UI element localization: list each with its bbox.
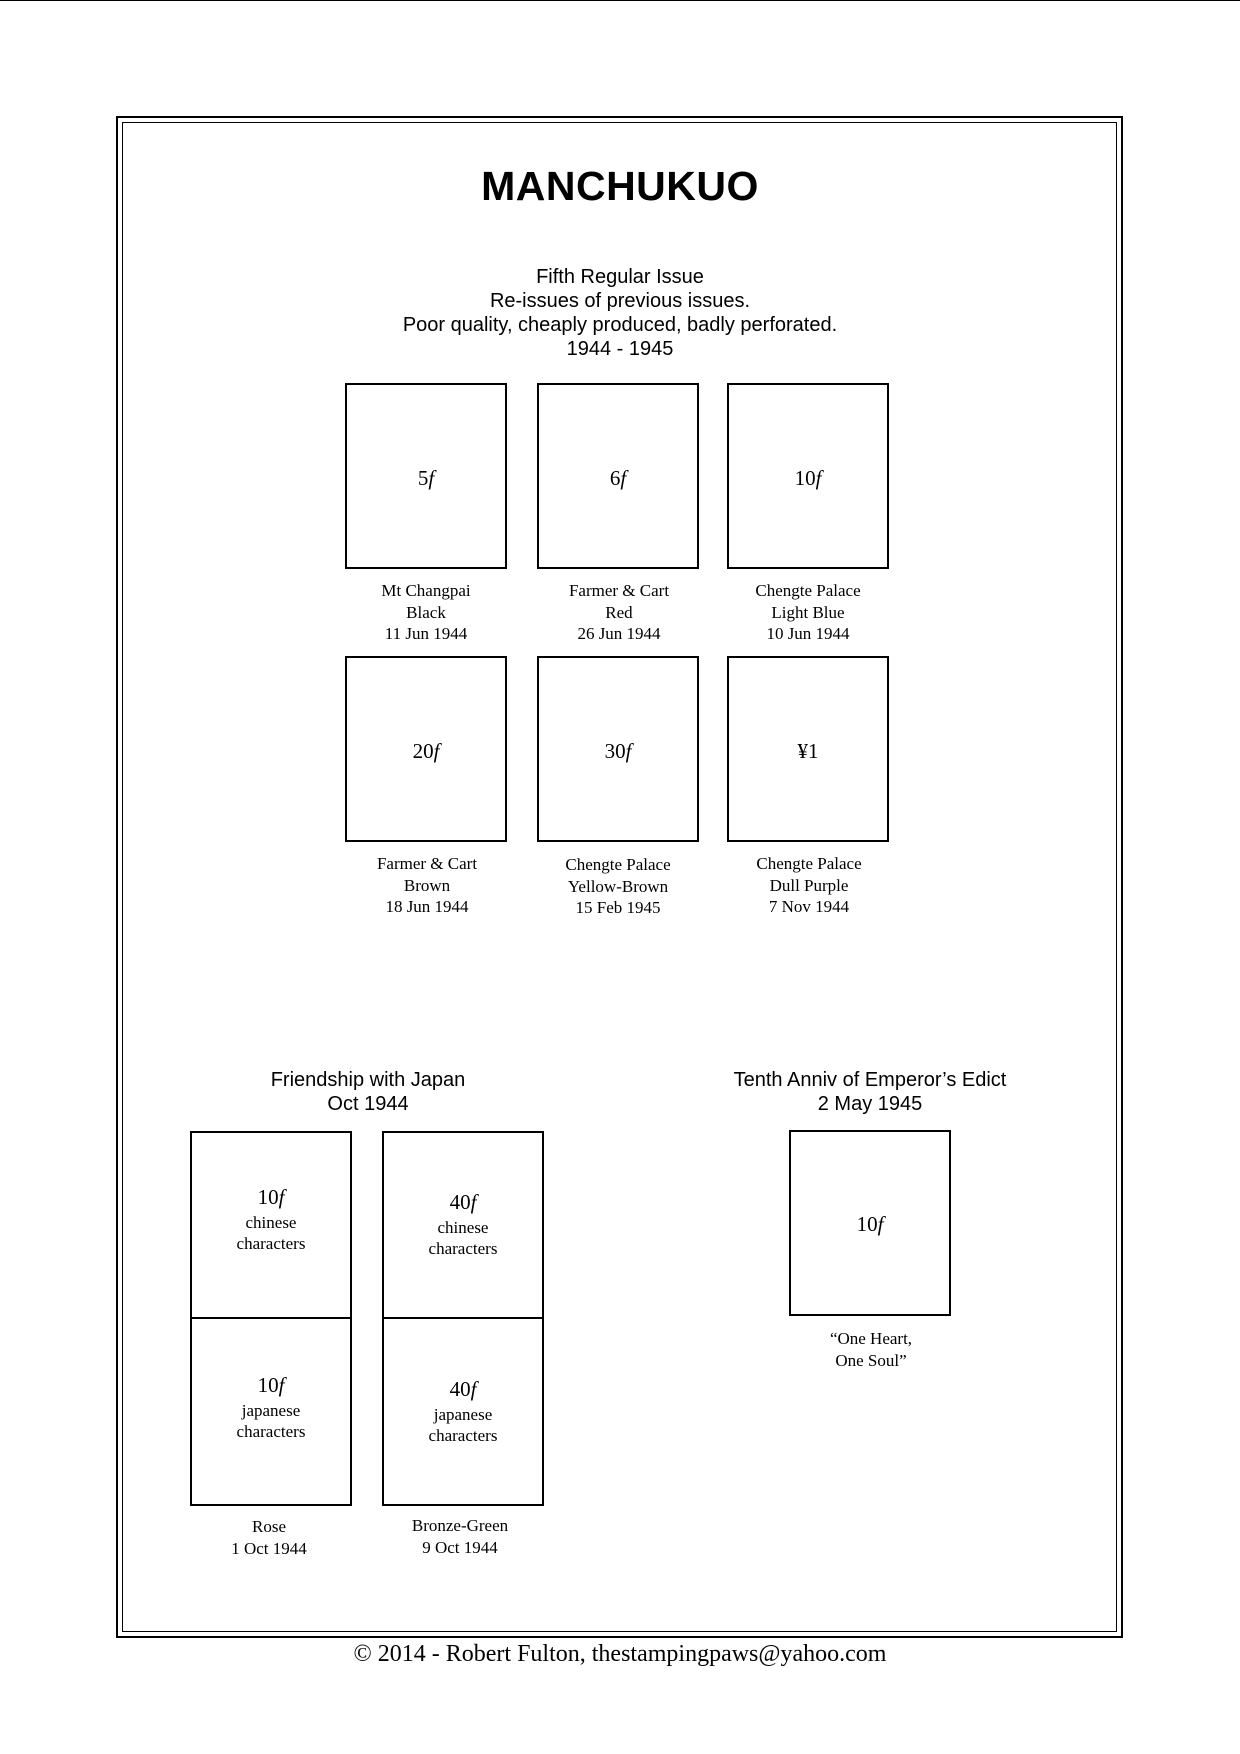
heading-line: Tenth Anniv of Emperor’s Edict: [733, 1069, 1007, 1091]
stamp-denomination: 40f: [449, 1190, 477, 1214]
stamp-denomination: 10f: [856, 1212, 884, 1236]
stamp-caption: Chengte Palace Dull Purple 7 Nov 1944: [756, 854, 862, 916]
heading-line: 2 May 1945: [817, 1093, 923, 1115]
stamp-space: [537, 656, 699, 842]
copyright-footer: © 2014 - Robert Fulton, thestampingpaws@yahoo.com: [353, 1641, 887, 1667]
stamp-space: [345, 656, 507, 842]
stamp-caption: Chengte Palace Light Blue 10 Jun 1944: [755, 581, 861, 643]
stamp-space: [789, 1130, 951, 1316]
stamp-caption: Mt Changpai Black 11 Jun 1944: [381, 581, 471, 643]
page-title: MANCHUKUO: [481, 163, 759, 209]
heading-line: Re-issues of previous issues.: [489, 290, 751, 312]
stamp-caption: Chengte Palace Yellow-Brown 15 Feb 1945: [565, 855, 671, 917]
stamp-denomination: 10f: [257, 1373, 285, 1397]
stamp-description: chinese characters: [428, 1218, 498, 1258]
stamp-denomination: 40f: [449, 1377, 477, 1401]
heading-line: Poor quality, cheaply produced, badly perforated.: [402, 314, 838, 336]
stamp-caption: Farmer & Cart Red 26 Jun 1944: [568, 581, 670, 643]
heading-line: 1944 - 1945: [566, 338, 674, 360]
friendship-heading: [218, 1068, 518, 1116]
stamp-denomination: 5f: [417, 466, 435, 490]
stamp-space: [727, 383, 889, 569]
stamp-denomination: 10f: [257, 1185, 285, 1209]
stamp-caption: Rose 1 Oct 1944: [231, 1517, 307, 1558]
stamp-denomination: 6f: [609, 466, 627, 490]
stamp-space: [190, 1131, 352, 1319]
stamp-space: [382, 1131, 544, 1319]
stamp-caption: Farmer & Cart Brown 18 Jun 1944: [376, 854, 478, 916]
stamp-denomination: 30f: [604, 739, 632, 763]
edict-heading: [685, 1068, 1055, 1116]
stamp-space: [537, 383, 699, 569]
stamp-denomination: 10f: [794, 466, 822, 490]
stamp-denomination: ¥1: [797, 739, 819, 763]
stamp-caption: Bronze-Green 9 Oct 1944: [411, 1516, 509, 1557]
stamp-description: japanese characters: [236, 1401, 306, 1441]
heading-line: Fifth Regular Issue: [536, 266, 704, 288]
heading-line: Friendship with Japan: [270, 1069, 466, 1091]
stamp-space: [382, 1317, 544, 1506]
stamp-description: japanese characters: [428, 1405, 498, 1445]
stamp-space: [727, 656, 889, 842]
regular-issue-heading: [370, 265, 870, 361]
heading-line: Oct 1944: [327, 1093, 409, 1115]
stamp-caption: “One Heart, One Soul”: [829, 1329, 913, 1370]
stamp-space: [345, 383, 507, 569]
stamp-space: [190, 1317, 352, 1506]
stamp-description: chinese characters: [236, 1213, 306, 1253]
stamp-denomination: 20f: [412, 739, 440, 763]
top-rule: [0, 0, 1240, 1]
